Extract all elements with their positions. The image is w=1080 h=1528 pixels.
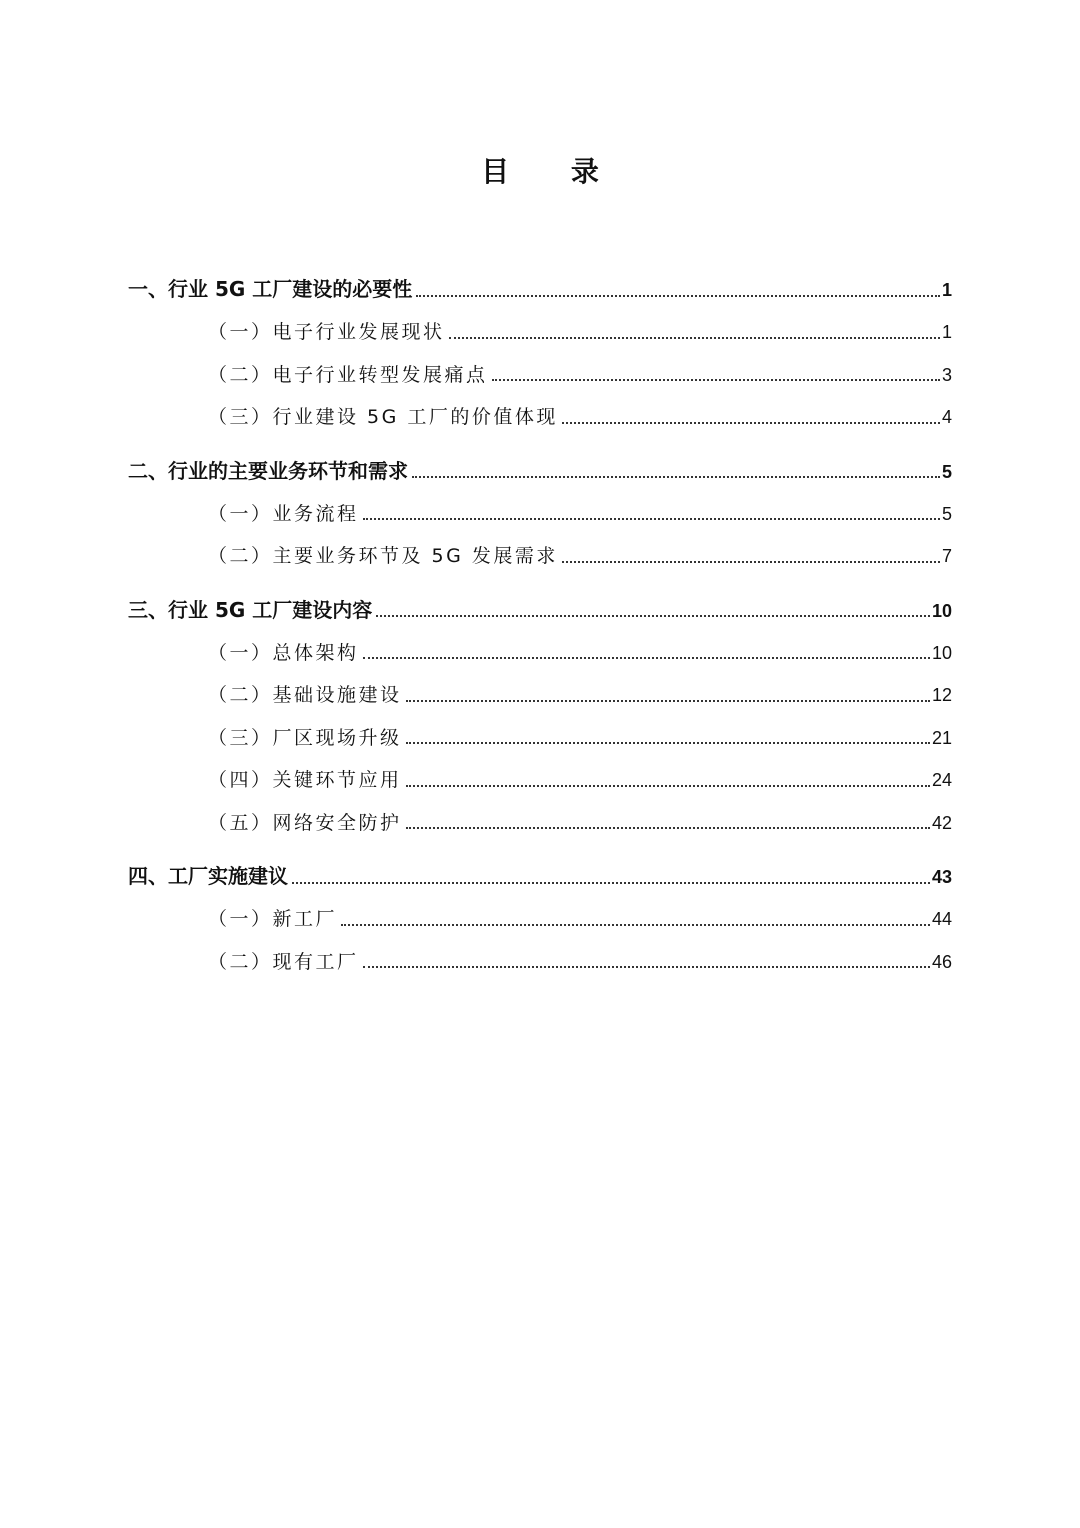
toc-entry-page: 44 [931,909,952,929]
toc-entry[interactable] [128,802,952,845]
toc-entry-label: （二）电子行业转型发展痛点 [208,363,488,386]
toc-entry-label: （三）行业建设 5G 工厂的价值体现 [208,406,558,428]
dot-leader [406,813,930,832]
dot-leader [492,365,940,384]
dot-leader [406,686,930,705]
toc-entry[interactable] [128,759,952,802]
toc-entry[interactable] [128,589,952,632]
toc-entry[interactable] [128,941,952,984]
dot-leader [562,408,940,427]
toc-entry-label: （三）厂区现场升级 [208,726,402,749]
toc-entry-label: （一）总体架构 [208,641,359,664]
toc-entry-page: 46 [931,951,952,972]
toc-entry-page: 42 [931,812,952,833]
toc-entry-page: 3 [941,364,952,385]
toc-entry-page: 24 [931,770,952,790]
toc-entry-label: （四）关键环节应用 [208,769,402,791]
dot-leader [341,910,930,929]
dot-leader [376,600,930,620]
toc-entry-page: 7 [941,546,952,566]
toc-entry-page: 10 [931,600,952,621]
dot-leader [449,323,940,342]
toc-entry[interactable] [128,396,952,439]
dot-leader [406,771,930,790]
dot-leader [363,952,930,971]
toc-entry-page: 1 [941,280,952,300]
toc-entry-label: （一）业务流程 [208,502,359,525]
dot-leader [292,867,930,887]
dot-leader [416,280,940,300]
toc-entry-page: 12 [931,685,952,705]
toc-entry-page: 4 [941,407,952,427]
toc-entry-label: 三、行业 5G 工厂建设内容 [128,597,373,622]
toc-entry-page: 21 [931,727,952,748]
toc-entry[interactable] [128,450,952,493]
toc-entry[interactable] [128,311,952,354]
toc-entry-page: 43 [931,867,952,887]
toc-title: 目 录 [481,155,625,188]
toc-entry-page: 1 [941,322,952,342]
toc-entry[interactable] [128,268,952,311]
dot-leader [363,504,940,523]
toc-entry-label: （二）基础设施建设 [208,684,402,706]
toc-entry[interactable] [128,898,952,941]
dot-leader [412,461,940,481]
toc-entry-label: （一）新工厂 [208,908,338,930]
toc-entry[interactable] [128,855,952,898]
toc-entry-label: （二）主要业务环节及 5G 发展需求 [208,545,558,567]
toc-entry-page: 10 [931,642,952,663]
toc-entry-label: （二）现有工厂 [208,950,359,973]
toc-entry[interactable] [128,674,952,717]
dot-leader [406,728,930,747]
toc-entry[interactable] [128,632,952,675]
toc-entry-label: 二、行业的主要业务环节和需求 [128,458,408,483]
toc-entry[interactable] [128,717,952,760]
dot-leader [562,547,940,566]
toc-entry-label: 四、工厂实施建议 [128,864,288,888]
toc-entry[interactable] [128,493,952,536]
toc-entry-label: （一）电子行业发展现状 [208,321,445,343]
toc-entry-page: 5 [941,503,952,524]
dot-leader [363,643,930,662]
toc-entry-label: （五）网络安全防护 [208,811,402,834]
toc-entry[interactable] [128,535,952,578]
toc-entry-page: 5 [941,461,952,482]
toc-entry[interactable] [128,354,952,397]
toc-list [128,268,952,983]
toc-entry-label: 一、行业 5G 工厂建设的必要性 [128,277,413,301]
